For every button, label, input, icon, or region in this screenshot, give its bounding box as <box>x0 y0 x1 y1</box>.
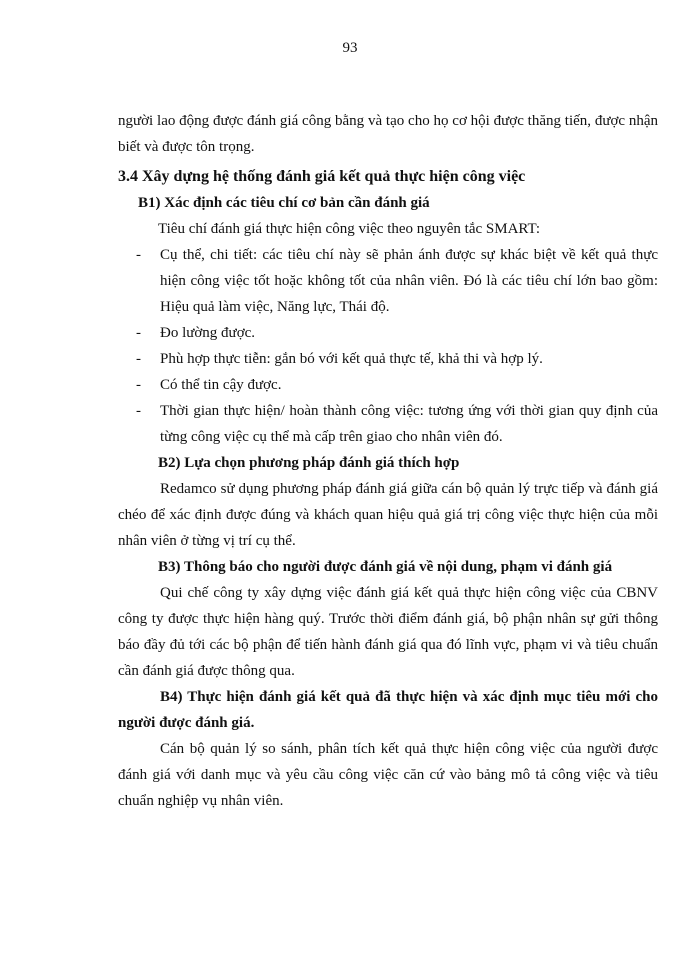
b4-heading: B4) Thực hiện đánh giá kết quả đã thực hiện và xác định mục tiêu mới cho người được đánh giá. <box>118 689 658 731</box>
list-item-text: Đo lường được. <box>160 325 256 341</box>
b1-heading: B1) Xác định các tiêu chí cơ bản cần đánh giá <box>138 195 430 211</box>
smart-criteria-list <box>118 242 658 450</box>
bullet-dash: - <box>136 351 141 367</box>
list-item <box>118 372 658 398</box>
list-item <box>118 242 658 320</box>
bullet-dash: - <box>136 247 141 263</box>
b1-intro: Tiêu chí đánh giá thực hiện công việc theo nguyên tắc SMART: <box>158 221 541 237</box>
bullet-dash: - <box>136 377 141 393</box>
list-item <box>118 346 658 372</box>
b2-paragraph: Redamco sử dụng phương pháp đánh giá giữa cán bộ quản lý trực tiếp và đánh giá chéo để xác định được đúng và khách quan hiệu quả giá trị công việc thực hiện của mỗi nhân viên ở từng vị trí cụ thể. <box>118 481 658 549</box>
b4-paragraph: Cán bộ quản lý so sánh, phân tích kết quả thực hiện công việc của người được đánh giá với danh mục và yêu cầu công việc căn cứ vào bảng mô tả công việc và tiêu chuẩn nghiệp vụ nhân viên. <box>118 741 658 809</box>
continuation-paragraph: người lao động được đánh giá công bằng và tạo cho họ cơ hội được thăng tiến, được nhận biết và được tôn trọng. <box>118 113 658 155</box>
list-item-text: Có thể tin cậy được. <box>160 377 282 393</box>
list-item <box>118 398 658 450</box>
bullet-dash: - <box>136 403 141 419</box>
b3-heading: B3) Thông báo cho người được đánh giá về nội dung, phạm vi đánh giá <box>158 559 613 575</box>
bullet-dash: - <box>136 325 141 341</box>
page-number: 93 <box>342 40 358 56</box>
b3-paragraph: Qui chế công ty xây dựng việc đánh giá kết quả thực hiện công việc của CBNV công ty được thực hiện hàng quý. Trước thời điểm đánh giá, bộ phận nhân sự gửi thông báo đầy đủ tới các bộ phận để tiến hành đánh giá qua đó lĩnh vực, phạm vi và tiêu chuẩn cần đánh giá được thông qua. <box>118 585 658 679</box>
list-item-text: Thời gian thực hiện/ hoàn thành công việc: tương ứng với thời gian quy định của từng công việc cụ thể mà cấp trên giao cho nhân viên đó. <box>160 403 658 445</box>
list-item <box>118 320 658 346</box>
list-item-text: Phù hợp thực tiễn: gắn bó với kết quả thực tế, khả thi và hợp lý. <box>160 351 543 367</box>
section-heading: 3.4 Xây dựng hệ thống đánh giá kết quả thực hiện công việc <box>118 168 526 185</box>
list-item-text: Cụ thể, chi tiết: các tiêu chí này sẽ phản ánh được sự khác biệt về kết quả thực hiện công việc tốt hoặc không tốt của nhân viên. Đó là các tiêu chí lớn bao gồm: Hiệu quả làm việc, Năng lực, Thái độ. <box>160 247 658 315</box>
document-body <box>118 108 658 814</box>
b2-heading: B2) Lựa chọn phương pháp đánh giá thích hợp <box>158 455 460 471</box>
